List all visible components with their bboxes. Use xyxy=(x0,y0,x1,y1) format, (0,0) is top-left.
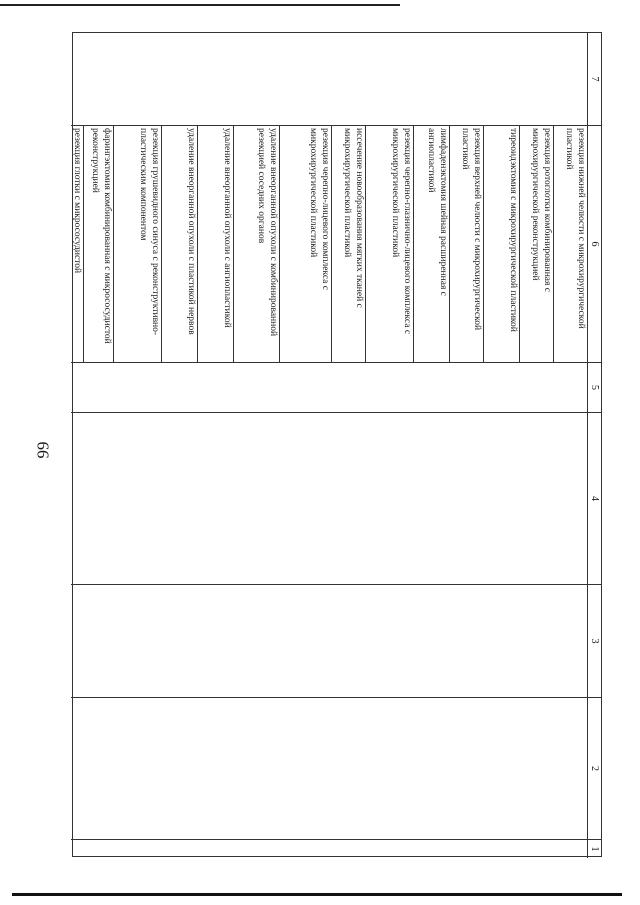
table-row: удаление внеорганной опухоли с комбинированной резекцией соседних органов xyxy=(233,125,279,362)
col-divider xyxy=(71,584,601,585)
bottom-rule xyxy=(12,893,622,896)
table-rotated xyxy=(72,32,602,857)
table-row: резекция глотки с микрососудистой xyxy=(72,128,82,274)
table-row: резекция грушевидного синуса с реконструктивно-пластическим компонентом xyxy=(113,125,161,362)
table-row: резекция черепно-глазнично-лицевого комплекса с микрохирургической пластикой xyxy=(365,125,413,362)
header-col-7: 7 xyxy=(589,76,600,82)
col-divider xyxy=(71,362,601,363)
header-col-2: 2 xyxy=(587,697,601,839)
col-divider xyxy=(71,412,601,413)
procedure-table xyxy=(72,32,602,857)
table-row: резекция нижней челюсти с микрохирургической пластикой xyxy=(553,125,587,362)
table-row: удаление внеорганной опухоли с пластикой нервов xyxy=(161,125,197,362)
col-divider xyxy=(71,697,601,698)
table-row: иссечение новообразования мягких тканей с микрохирургической пластикой xyxy=(331,125,365,362)
table-row: резекция черепно-лицевого комплекса с микрохирургической пластикой xyxy=(279,125,331,362)
top-rule xyxy=(0,4,400,6)
header-col-6: 6 xyxy=(587,125,601,362)
header-col-1: 1 xyxy=(587,839,601,858)
page-number: 99 xyxy=(33,441,53,459)
table-row: резекция верхней челюсти с микрохирургической пластикой xyxy=(449,125,483,362)
header-col-3: 3 xyxy=(587,584,601,697)
procedures-column xyxy=(71,125,587,362)
table-row: удаление внеорганной опухоли с ангиопластикой xyxy=(197,125,233,362)
table-row: лимфаденэктомия шейная расширенная с ангиопластикой xyxy=(413,125,449,362)
header-col-4: 4 xyxy=(587,412,601,584)
col-divider xyxy=(71,839,601,840)
table-header xyxy=(587,33,601,858)
table-row: резекция ротоглотки комбинированная с микрохирургической реконструкцией xyxy=(519,125,553,362)
table-row: тиреоидэктомия с микрохирургической пластикой xyxy=(483,125,519,362)
table-row: фарингэктомия комбинированная с микрососудистой реконструкцией xyxy=(83,125,113,362)
header-col-5: 5 xyxy=(587,362,601,412)
